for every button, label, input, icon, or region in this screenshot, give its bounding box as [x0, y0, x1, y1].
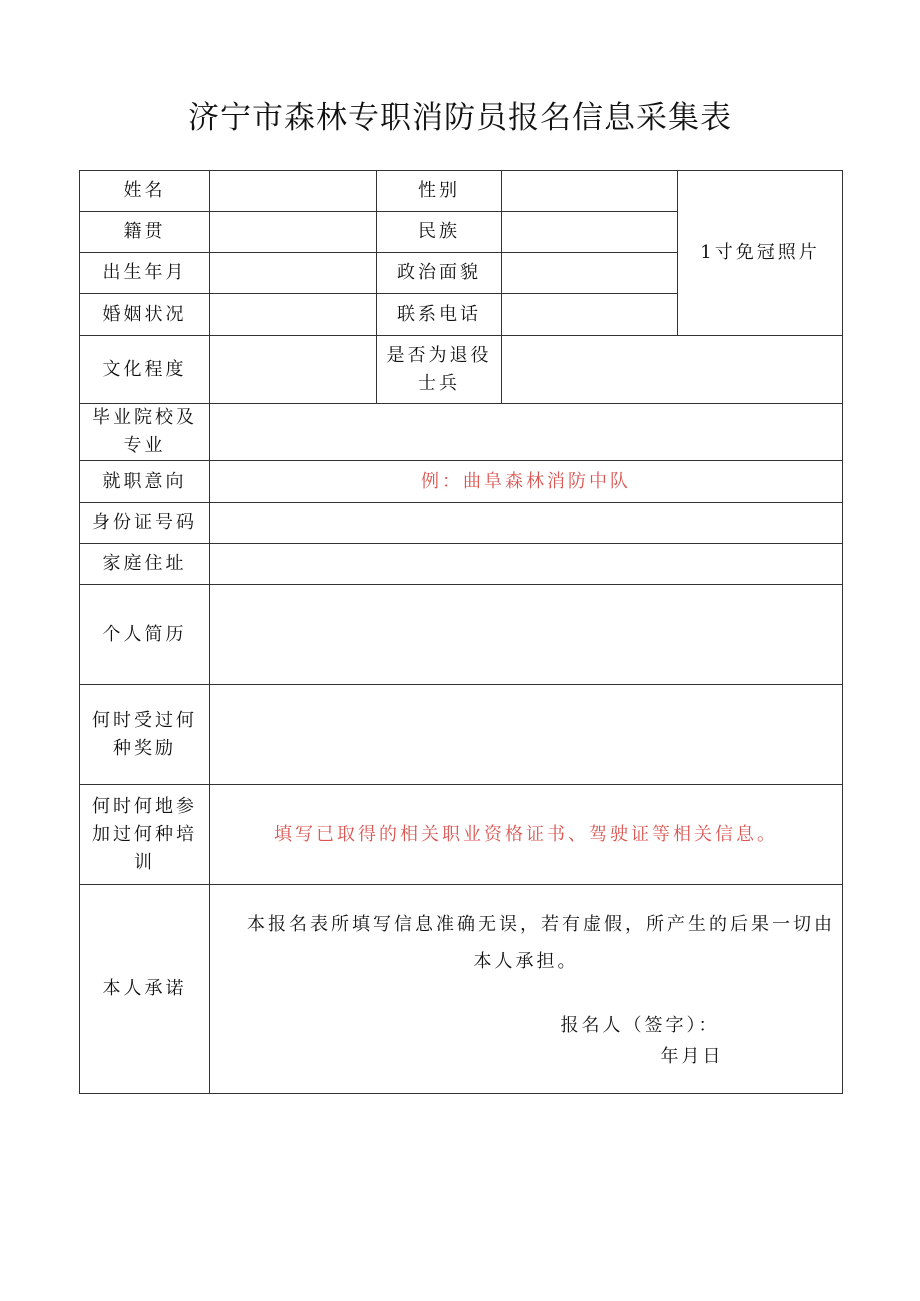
row-education-veteran — [80, 336, 843, 404]
page-title: 济宁市森林专职消防员报名信息采集表 — [188, 100, 732, 136]
row-resume — [80, 585, 843, 685]
label-training: 何时何地参加过何种培训 — [80, 785, 210, 885]
field-name[interactable] — [210, 171, 377, 212]
pledge-area — [210, 885, 843, 1094]
row-id-number — [80, 503, 843, 544]
field-school[interactable] — [210, 404, 843, 461]
label-id-number: 身份证号码 — [80, 503, 210, 544]
field-birth[interactable] — [210, 253, 377, 294]
field-native-place[interactable] — [210, 212, 377, 253]
label-veteran: 是否为退役士兵 — [377, 336, 502, 404]
label-education: 文化程度 — [80, 336, 210, 404]
label-address: 家庭住址 — [80, 544, 210, 585]
date-label[interactable]: 年月日 — [660, 1046, 724, 1067]
label-gender: 性别 — [377, 171, 502, 212]
label-resume: 个人简历 — [80, 585, 210, 685]
row-training — [80, 785, 843, 885]
field-resume[interactable] — [210, 585, 843, 685]
label-phone: 联系电话 — [377, 294, 502, 336]
label-intent: 就职意向 — [80, 461, 210, 503]
row-pledge — [80, 885, 843, 1094]
field-address[interactable] — [210, 544, 843, 585]
field-ethnicity[interactable] — [502, 212, 678, 253]
pledge-text: 本报名表所填写信息准确无误，若有虚假，所产生的后果一切由本人承担。 — [247, 914, 835, 972]
photo-placeholder-text: 1寸免冠照片 — [700, 242, 820, 263]
field-veteran[interactable] — [502, 336, 843, 404]
label-political: 政治面貌 — [377, 253, 502, 294]
label-name: 姓名 — [80, 171, 210, 212]
field-training-hint[interactable]: 填写已取得的相关职业资格证书、驾驶证等相关信息。 — [210, 785, 843, 885]
row-address — [80, 544, 843, 585]
field-awards[interactable] — [210, 685, 843, 785]
row-name-gender — [80, 171, 843, 212]
registration-form-table — [79, 170, 843, 1094]
label-pledge: 本人承诺 — [80, 885, 210, 1094]
photo-box[interactable] — [678, 171, 843, 336]
row-intent — [80, 461, 843, 503]
label-ethnicity: 民族 — [377, 212, 502, 253]
label-school: 毕业院校及专业 — [80, 404, 210, 461]
field-marital[interactable] — [210, 294, 377, 336]
field-intent-hint[interactable]: 例：曲阜森林消防中队 — [210, 461, 843, 503]
field-political[interactable] — [502, 253, 678, 294]
field-gender[interactable] — [502, 171, 678, 212]
label-marital: 婚姻状况 — [80, 294, 210, 336]
label-native-place: 籍贯 — [80, 212, 210, 253]
label-awards: 何时受过何种奖励 — [80, 685, 210, 785]
label-birth: 出生年月 — [80, 253, 210, 294]
field-phone[interactable] — [502, 294, 678, 336]
field-education[interactable] — [210, 336, 377, 404]
field-id-number[interactable] — [210, 503, 843, 544]
signature-label[interactable]: 报名人（签字）： — [560, 1015, 720, 1036]
row-awards — [80, 685, 843, 785]
row-school — [80, 404, 843, 461]
